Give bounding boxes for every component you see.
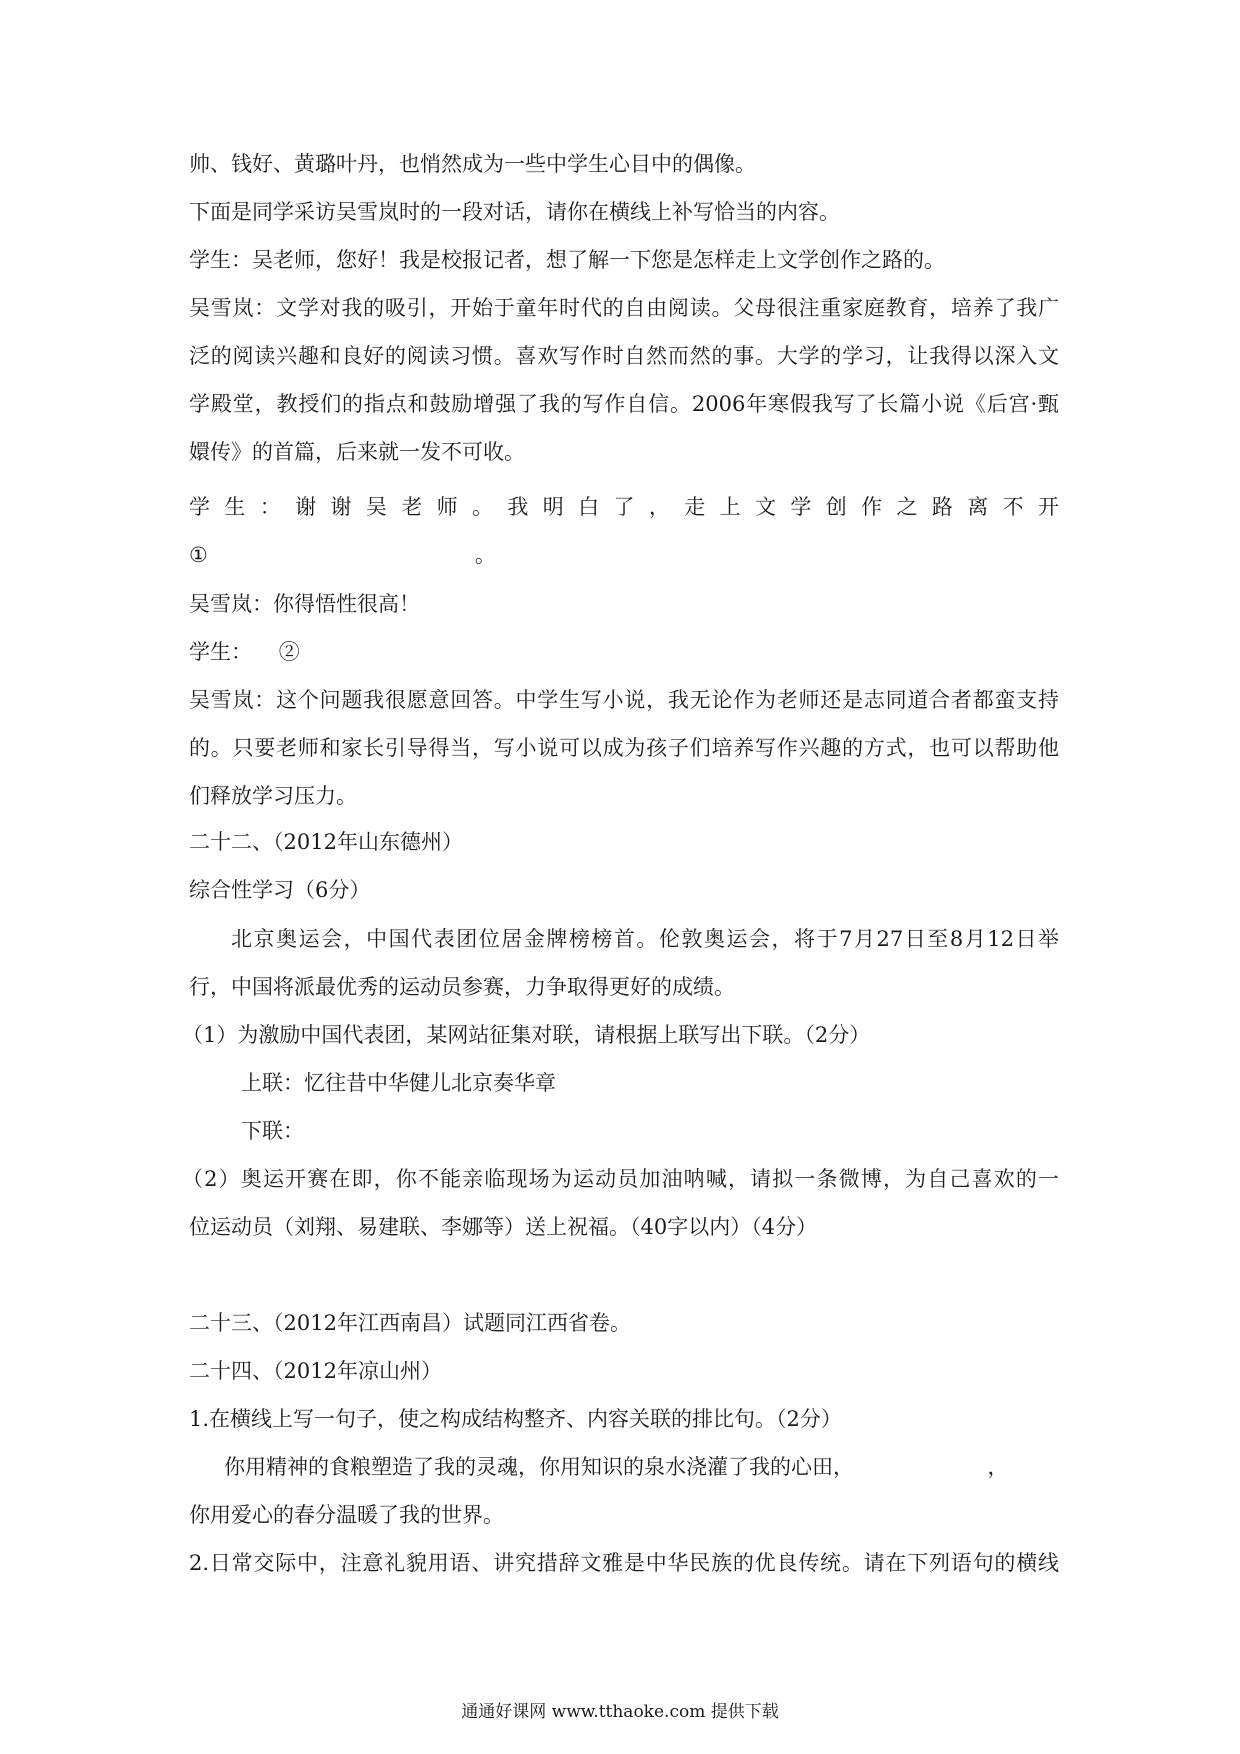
text-line: 下联： (241, 1119, 304, 1143)
text-line: 学生：吴老师，您好！我是校报记者，想了解一下您是怎样走上文学创作之路的。 (189, 248, 945, 272)
text-line: 行，中国将派最优秀的运动员参赛，力争取得更好的成绩。 (189, 975, 735, 999)
section-heading: 二十二、（2012年山东德州） (189, 830, 463, 854)
text-line: 下面是同学采访吴雪岚时的一段对话，请你在横线上补写恰当的内容。 (189, 200, 840, 224)
text-line: 嬛传》的首篇，后来就一发不可收。 (189, 440, 525, 464)
text-line: 北京奥运会，中国代表团位居金牌榜榜首。伦敦奥运会，将于7月27日至8月12日举 (231, 927, 1059, 951)
text-line: 学殿堂，教授们的指点和鼓励增强了我的写作自信。2006年寒假我写了长篇小说《后宫·甄 (189, 392, 1059, 416)
text-line: 帅、钱好、黄璐叶丹，也悄然成为一些中学生心目中的偶像。 (189, 152, 756, 176)
text-line: 你用爱心的春分温暖了我的世界。 (189, 1503, 504, 1527)
answer-blank-line: ① 。 (189, 543, 496, 567)
text-line: 吴雪岚：你得悟性很高！ (189, 592, 420, 616)
text-line: 位运动员（刘翔、易建联、李娜等）送上祝福。（40字以内）（4分） (189, 1215, 818, 1239)
page-footer: 通通好课网 www.tthaoke.com 提供下载 (461, 1702, 779, 1722)
question-line: 1.在横线上写一句子，使之构成结构整齐、内容关联的排比句。（2分） (189, 1407, 842, 1431)
text-line: 泛的阅读兴趣和良好的阅读习惯。喜欢写作时自然而然的事。大学的学习，让我得以深入文 (189, 344, 1059, 368)
section-subheading: 综合性学习（6分） (189, 878, 371, 902)
text-line: 上联：忆往昔中华健儿北京奏华章 (241, 1071, 556, 1095)
text-line: 你用精神的食粮塑造了我的灵魂，你用知识的泉水浇灌了我的心田， ， (224, 1455, 1009, 1479)
answer-blank-line: 学生： ② (189, 640, 300, 664)
text-line: 吴雪岚：文学对我的吸引，开始于童年时代的自由阅读。父母很注重家庭教育，培养了我广 (189, 296, 1059, 320)
question-line: 2.日常交际中，注意礼貌用语、讲究措辞文雅是中华民族的优良传统。请在下列语句的横线 (189, 1551, 1059, 1575)
text-line: 吴雪岚：这个问题我很愿意回答。中学生写小说，我无论作为老师还是志同道合者都蛮支持 (189, 688, 1059, 712)
text-line: 的。只要老师和家长引导得当，写小说可以成为孩子们培养写作兴趣的方式，也可以帮助他 (189, 736, 1059, 760)
question-line: （1）为激励中国代表团，某网站征集对联，请根据上联写出下联。（2分） (182, 1023, 871, 1047)
question-line: （2）奥运开赛在即，你不能亲临现场为运动员加油呐喊，请拟一条微博，为自己喜欢的一 (182, 1167, 1059, 1191)
text-line: 们释放学习压力。 (189, 784, 357, 808)
text-line: 学 生 ： 谢 谢 吴 老 师 。 我 明 白 了 ， 走 上 文 学 创 作 之 路 离 不 开 (189, 495, 1059, 519)
section-heading: 二十四、（2012年凉山州） (189, 1359, 442, 1383)
section-heading: 二十三、（2012年江西南昌）试题同江西省卷。 (189, 1311, 631, 1335)
